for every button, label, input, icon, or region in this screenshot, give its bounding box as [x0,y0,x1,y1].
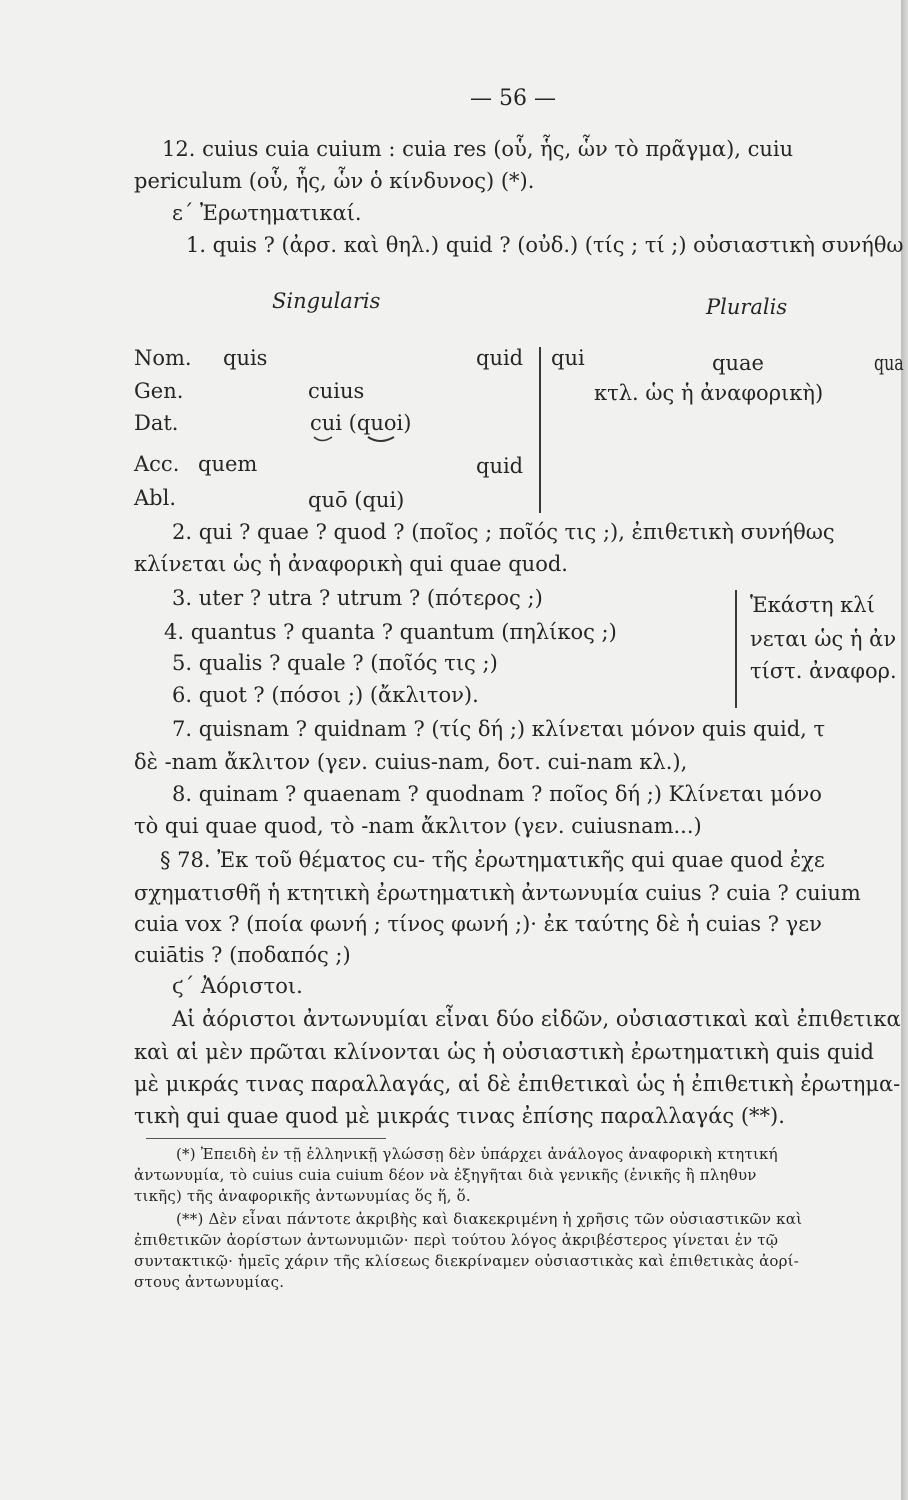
form-common: quō (qui) [308,488,405,512]
text-line: § 78. Ἐκ τοῦ θέματος cu- τῆς ἐρωτηματικῆς qui quae quod ἐχε [160,848,825,872]
side-note: Ἑκάστη κλί [750,593,875,617]
form-common: cuius [308,379,365,403]
footnote-line: τικῆς) τῆς ἀναφορικῆς ἀντωνυμίας ὅς ἥ, ὅ. [134,1187,471,1205]
text-line: σχηματισθῆ ἡ κτητικὴ ἐρωτηματικὴ ἀντωνυμία cuius ? cuia ? cuium [134,881,861,905]
text-line: cuia vox ? (ποία φωνή ; τίνος φωνή ;)· ἐκ ταύτης δὲ ἡ cuias ? γεν [134,912,822,936]
plural-note: κτλ. ὡς ἡ ἀναφορικὴ) [594,381,824,405]
case-label: Nom. [134,346,192,370]
text-line: 1. quis ? (ἀρσ. καὶ θηλ.) quid ? (οὐδ.) (τίς ; τί ;) οὐσιαστικὴ συνήθω [186,233,904,257]
side-note-rule [735,590,737,708]
page-edge [901,0,908,1500]
form-common: cui (quoi) [310,411,412,435]
section-heading: ϛ΄ Ἀόριστοι. [172,974,303,998]
text-line: 5. qualis ? quale ? (ποῖός τις ;) [172,651,498,675]
table-divider [539,347,541,513]
footnote-rule [146,1138,386,1139]
case-label: Abl. [134,486,176,510]
text-line: καὶ αἱ μὲν πρῶται κλίνονται ὡς ἡ οὐσιαστικὴ ἐρωτηματικὴ quis quid [134,1040,875,1064]
footnote-line: ἀντωνυμία, τὸ cuius cuia cuium δέον νὰ ἐξηγῆται διὰ γενικῆς (ἑνικῆς ἢ πληθυν [134,1166,757,1184]
singular-header: Singularis [272,289,381,313]
plural-form: quae [712,351,764,375]
plural-header: Pluralis [706,295,788,319]
form-masc: quem [198,452,258,476]
plural-form: qui [551,346,585,370]
plural-form: qua [874,351,904,375]
footnote-line: συντακτικῷ· ἡμεῖς χάριν τῆς κλίσεως διεκρίναμεν οὐσιαστικὰς καὶ ἐπιθετικὰς ἀορί- [134,1252,800,1270]
footnote-line: στους ἀντωνυμίας. [134,1273,285,1291]
text-line: 7. quisnam ? quidnam ? (τίς δή ;) κλίνεται μόνον quis quid, τ [172,717,826,741]
case-label: Gen. [134,379,184,403]
section-heading: ε΄ Ἐρωτηματικαί. [172,201,362,225]
text-line: 6. quot ? (πόσοι ;) (ἄκλιτον). [172,683,479,707]
form-masc: quis [223,346,268,370]
text-line: μὲ μικράς τινας παραλλαγάς, αἱ δὲ ἐπιθετικαὶ ὡς ἡ ἐπιθετικὴ ἐρωτημα- [134,1072,901,1096]
text-line: δὲ -nam ἄκλιτον (γεν. cuius-nam, δοτ. cui-nam κλ.), [134,750,688,774]
text-line: κλίνεται ὡς ἡ ἀναφορικὴ qui quae quod. [134,552,568,576]
text-line: 12. cuius cuia cuium : cuia res (οὗ, ἧς, ὧν τὸ πρᾶγμα), cuiu [162,137,794,161]
text-line: 3. uter ? utra ? utrum ? (πότερος ;) [172,586,543,610]
footnote-line: ἐπιθετικῶν ἀορίστων ἀντωνυμιῶν· περὶ τούτου λόγος ἀκριβέστερος γίνεται ἐν τῷ [134,1231,779,1249]
text-line: τὸ qui quae quod, τὸ -nam ἄκλιτον (γεν. cuiusnam...) [134,814,702,838]
text-line: 2. qui ? quae ? quod ? (ποῖος ; ποῖός τις ;), ἐπιθετικὴ συνήθως [172,520,835,544]
text-line: 8. quinam ? quaenam ? quodnam ? ποῖος δή ;) Κλίνεται μόνο [172,782,822,806]
text-line: τικὴ qui quae quod μὲ μικράς τινας ἐπίσης παραλλαγάς (**). [134,1104,785,1128]
text-line: cuiātis ? (ποδαπός ;) [134,943,351,967]
breve-marks [310,434,410,448]
text-line: periculum (οὗ, ἧς, ὧν ὁ κίνδυνος) (*). [134,169,535,193]
form-neut: quid [476,346,524,370]
footnote-line: (**) Δὲν εἶναι πάντοτε ἀκριβὴς καὶ διακεκριμένη ἡ χρῆσις τῶν οὐσιαστικῶν καὶ [176,1210,803,1228]
side-note: τίστ. ἀναφορ. [750,659,897,683]
page-number: — 56 — [470,86,556,111]
form-neut: quid [476,454,524,478]
side-note: νεται ὡς ἡ ἀν [750,627,897,651]
text-line: Αἱ ἀόριστοι ἀντωνυμίαι εἶναι δύο εἰδῶν, οὐσιαστικαὶ καὶ ἐπιθετικα [172,1007,901,1031]
case-label: Dat. [134,411,179,435]
case-label: Acc. [134,452,180,476]
text-line: 4. quantus ? quanta ? quantum (πηλίκος ;) [164,620,617,644]
footnote-line: (*) Ἐπειδὴ ἐν τῇ ἑλληνικῇ γλώσσῃ δὲν ὑπάρχει ἀνάλογος ἀναφορικὴ κτητική [176,1145,778,1163]
